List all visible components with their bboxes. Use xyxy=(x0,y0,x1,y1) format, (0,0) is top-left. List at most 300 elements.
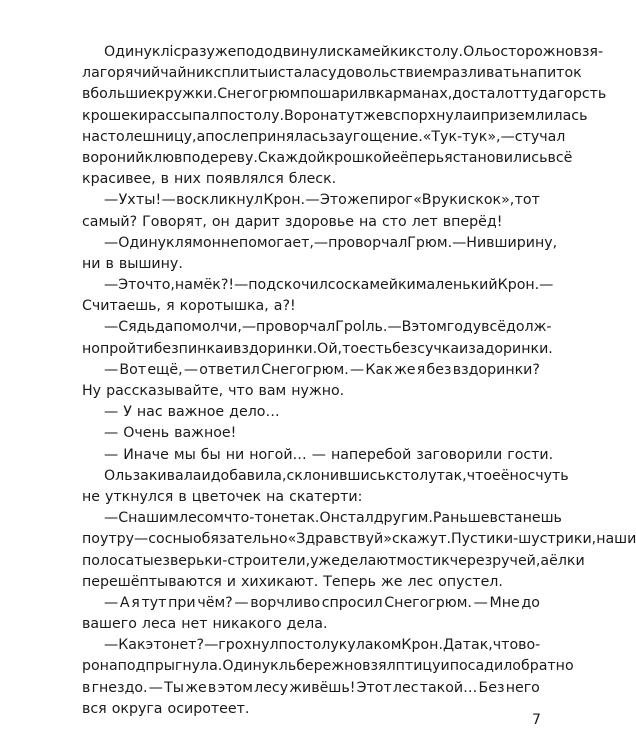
word: Вот xyxy=(119,361,147,378)
word: долж- xyxy=(506,319,552,336)
word: горсть xyxy=(556,86,607,103)
word: — xyxy=(104,319,119,336)
word: вперёд! xyxy=(442,213,503,230)
word: Крон. xyxy=(497,277,540,294)
word: году xyxy=(446,319,482,336)
word: пирог xyxy=(369,192,413,209)
word: Оль xyxy=(463,44,492,60)
word: чайник xyxy=(160,65,214,82)
word: наши xyxy=(596,531,636,548)
word: бережно xyxy=(296,658,363,675)
word: важное! xyxy=(174,425,237,442)
word: такой… xyxy=(419,679,478,696)
word: и xyxy=(201,467,211,484)
word: достал xyxy=(452,86,505,103)
word: Говорят, xyxy=(142,213,207,230)
word: то xyxy=(342,340,360,357)
word: Грюм. xyxy=(407,234,453,251)
text-line xyxy=(82,381,540,402)
text-line xyxy=(82,63,582,84)
word: — xyxy=(104,404,119,421)
word: уже xyxy=(310,552,340,569)
word: — xyxy=(241,319,257,336)
word: скок», xyxy=(467,192,515,209)
word: помолчи, xyxy=(173,319,242,336)
word: грохнул xyxy=(218,637,279,654)
word: ручей, xyxy=(492,552,541,569)
text-line xyxy=(82,466,569,487)
page-number: 7 xyxy=(532,712,541,728)
word: горячий xyxy=(99,65,161,82)
word: по xyxy=(278,637,297,654)
word: гости. xyxy=(507,446,554,463)
word: — xyxy=(104,594,119,611)
word: чём? xyxy=(197,594,233,611)
word: — xyxy=(311,446,326,463)
word: чуть xyxy=(535,467,569,484)
word: да xyxy=(154,319,174,336)
word: Сядь xyxy=(118,319,155,336)
word: в xyxy=(178,488,187,505)
word: — xyxy=(387,319,402,336)
word: живёшь! xyxy=(289,679,356,696)
word: — xyxy=(313,234,329,251)
word: а xyxy=(540,552,550,569)
word: же xyxy=(347,192,369,209)
word: столу. xyxy=(416,44,464,60)
word: это xyxy=(145,637,171,654)
word: красивее, xyxy=(82,171,156,188)
word: гнездо. xyxy=(91,679,148,696)
word: — xyxy=(104,446,119,463)
word: тут xyxy=(141,594,167,611)
word: леса xyxy=(141,616,177,633)
word: при xyxy=(168,594,196,611)
word: так. xyxy=(289,510,320,527)
word: лес xyxy=(392,679,419,696)
word: её xyxy=(492,467,510,484)
word: за xyxy=(328,128,345,145)
word: же xyxy=(214,44,237,60)
word: скамейки xyxy=(344,277,416,294)
word: дереву. xyxy=(200,149,258,166)
word: Ты xyxy=(164,679,185,696)
word: осиротеет. xyxy=(167,700,250,717)
word: полосатые xyxy=(82,552,163,569)
word: — xyxy=(104,234,119,251)
word: зверьки-строители, xyxy=(162,552,311,569)
word: Очень xyxy=(123,425,170,442)
word: ещё, xyxy=(147,361,183,378)
word: нет? xyxy=(170,637,205,654)
word: — xyxy=(539,277,554,294)
text-line xyxy=(82,551,585,572)
word: скатерти: xyxy=(289,488,363,505)
word: крошек xyxy=(82,107,139,124)
word: У xyxy=(123,404,132,421)
word: во- xyxy=(518,637,541,654)
word: этом xyxy=(217,679,253,696)
word: без xyxy=(153,340,179,357)
word: Снегогрюм. xyxy=(384,594,472,611)
word: что xyxy=(228,383,254,399)
word: уткнулся xyxy=(105,488,174,505)
word: Теперь xyxy=(323,573,377,590)
word: подскочил xyxy=(248,277,328,294)
word: дарит xyxy=(234,213,280,230)
word: округа xyxy=(111,700,163,717)
word: Ни xyxy=(466,234,487,251)
word: другим. xyxy=(373,510,433,527)
text-line xyxy=(82,360,540,381)
word: нашим xyxy=(128,510,179,527)
word: ширину, xyxy=(494,234,558,251)
word: Без xyxy=(478,679,505,696)
word: что-то xyxy=(223,510,272,527)
word: делают xyxy=(340,552,397,569)
word: помогает, xyxy=(238,234,314,251)
word: него xyxy=(505,679,540,696)
text-line xyxy=(82,445,554,466)
word: её xyxy=(391,149,409,166)
text-line xyxy=(82,127,566,148)
text-line xyxy=(82,635,540,656)
word: лесу xyxy=(254,679,289,696)
word: нос xyxy=(509,467,536,484)
word: Пустики-шустрики, xyxy=(450,531,597,548)
word: дело… xyxy=(229,404,280,421)
text-line xyxy=(82,678,540,699)
word: пододвинули xyxy=(236,44,337,60)
word: в xyxy=(367,86,376,103)
word: так, xyxy=(436,467,467,484)
word: этом xyxy=(411,319,447,336)
word: и xyxy=(471,107,481,124)
word: удовольствием xyxy=(328,65,443,82)
word: я xyxy=(131,594,140,611)
word: на xyxy=(82,128,100,145)
word: А xyxy=(119,594,130,611)
word: Ой, xyxy=(317,340,343,357)
word: на xyxy=(266,488,285,505)
word: мостик xyxy=(396,552,450,569)
text-line xyxy=(82,614,540,635)
word: угощение. xyxy=(344,128,423,145)
word: подпрыгнула. xyxy=(117,658,223,675)
word: них xyxy=(174,171,201,188)
word: лет xyxy=(411,213,438,230)
word: кулаком xyxy=(338,637,402,654)
text-line xyxy=(82,148,573,169)
word: ответил xyxy=(199,361,260,378)
word: тут xyxy=(338,107,364,124)
word: сразу xyxy=(173,44,215,60)
word: без xyxy=(392,340,418,357)
word: Крон. xyxy=(263,192,306,209)
body-text xyxy=(82,42,636,720)
word: важное xyxy=(167,404,225,421)
word: — xyxy=(104,425,119,442)
word: стал xyxy=(339,510,374,527)
word: кружки. xyxy=(156,86,218,103)
word: вспорхнула xyxy=(384,107,472,124)
text-line xyxy=(82,339,553,360)
word: я xyxy=(166,298,175,315)
word: и xyxy=(226,573,237,590)
word: по xyxy=(182,149,201,166)
word: Это xyxy=(319,192,347,209)
word: ногой… xyxy=(249,446,307,463)
word: — xyxy=(104,192,119,209)
word: нас xyxy=(136,404,163,421)
word: становились xyxy=(452,149,548,166)
word: Да xyxy=(442,637,463,654)
word: не xyxy=(82,488,101,505)
word: — xyxy=(148,679,163,696)
word: так, xyxy=(462,637,493,654)
word: добавила, xyxy=(210,467,287,484)
text-line xyxy=(82,275,554,296)
text-line xyxy=(82,190,540,211)
word: лесом xyxy=(179,510,224,527)
word: же xyxy=(363,107,385,124)
word: рассыпал xyxy=(147,107,220,124)
text-line xyxy=(82,296,540,317)
word: задоринки. xyxy=(468,340,553,357)
word: столу. xyxy=(237,107,285,124)
word: встанешь xyxy=(489,510,562,527)
word: птицу xyxy=(395,658,441,675)
word: блеск. xyxy=(288,171,337,188)
word: со xyxy=(327,277,345,294)
word: скажут. xyxy=(391,531,451,548)
word: — xyxy=(349,361,365,378)
word: — xyxy=(104,361,119,378)
word: В xyxy=(401,319,412,336)
text-line xyxy=(82,423,540,444)
word: закивала xyxy=(132,467,202,484)
word: — xyxy=(473,594,488,611)
word: Снегогрюм xyxy=(217,86,301,103)
word: рона xyxy=(82,658,118,675)
word: — xyxy=(161,192,176,209)
word: всё xyxy=(481,319,507,336)
word: — xyxy=(204,637,219,654)
text-line xyxy=(82,487,540,508)
word: и xyxy=(138,107,148,124)
word: Грolль. xyxy=(335,319,388,336)
word: всё xyxy=(547,149,573,166)
word: — xyxy=(134,531,149,548)
word: Одинуклі xyxy=(104,44,174,60)
word: — xyxy=(452,234,467,251)
word: ворчливо xyxy=(250,594,321,611)
word: перья xyxy=(408,149,453,166)
word: Ворона xyxy=(284,107,339,124)
text-line xyxy=(82,593,540,614)
word: в xyxy=(160,171,169,188)
word: Как xyxy=(365,361,393,378)
word: приземлилась xyxy=(480,107,588,124)
word: — xyxy=(305,192,320,209)
word: самый? xyxy=(82,213,138,230)
word: разливать xyxy=(442,65,520,82)
word: вздоринки. xyxy=(232,340,318,357)
word: пинка xyxy=(178,340,224,357)
word: без xyxy=(426,361,452,378)
word: ни xyxy=(225,446,245,463)
word: Этот xyxy=(356,679,392,696)
word: ла xyxy=(82,65,100,82)
text-line xyxy=(82,317,552,338)
word: с xyxy=(320,65,329,82)
word: столу xyxy=(394,467,437,484)
word: крошкой xyxy=(325,149,392,166)
word: никакого xyxy=(212,616,282,633)
word: — xyxy=(104,510,119,527)
word: Снегогрюм. xyxy=(261,361,349,378)
word: Считаешь, xyxy=(82,298,162,315)
word: до xyxy=(521,594,540,611)
word: в xyxy=(486,234,495,251)
word: Крон. xyxy=(401,637,443,654)
word: бы xyxy=(200,446,221,463)
word: клюв xyxy=(144,149,183,166)
word: «Тук-тук», xyxy=(422,128,501,145)
word: что xyxy=(466,467,493,484)
word: руки xyxy=(431,192,468,209)
word: заговорили xyxy=(416,446,503,463)
word: по xyxy=(219,107,238,124)
word: нужно. xyxy=(291,383,345,399)
word: Оль xyxy=(104,467,133,484)
text-line xyxy=(82,106,588,127)
word: Ух xyxy=(118,192,136,209)
word: пошарил xyxy=(300,86,368,103)
word: проворчал xyxy=(328,234,408,251)
word: — xyxy=(500,128,515,145)
word: вашего xyxy=(82,616,137,633)
text-line xyxy=(82,656,574,677)
word: карманах, xyxy=(375,86,453,103)
word: но xyxy=(82,340,100,357)
word: намёк?! xyxy=(174,277,235,294)
word: пройти xyxy=(99,340,154,357)
word: перешёптываются xyxy=(82,573,222,590)
word: С xyxy=(257,149,268,166)
word: к xyxy=(407,44,417,60)
text-line xyxy=(82,212,540,233)
text-line xyxy=(82,572,540,593)
word: «Здравствуй» xyxy=(287,531,392,548)
word: что xyxy=(492,637,519,654)
word: в xyxy=(207,679,217,696)
word: вороний xyxy=(82,149,145,166)
word: склонившись xyxy=(286,467,386,484)
text-line xyxy=(82,508,562,529)
word: обязательно xyxy=(192,531,288,548)
word: в xyxy=(82,679,91,696)
word: ни xyxy=(82,255,101,272)
text-line xyxy=(82,233,558,254)
word: Он xyxy=(319,510,340,527)
word: и xyxy=(459,340,469,357)
word: к xyxy=(385,467,395,484)
word: появлялся xyxy=(205,171,284,188)
word: и xyxy=(440,658,450,675)
word: вышину. xyxy=(118,255,183,272)
word: вздоринки? xyxy=(452,361,540,378)
word: вся xyxy=(82,700,107,717)
text-line xyxy=(82,169,540,190)
word: большие xyxy=(90,86,157,103)
word: рассказывайте, xyxy=(106,383,224,399)
word: на xyxy=(359,213,377,230)
word: посадил xyxy=(449,658,513,675)
word: наперебой xyxy=(330,446,412,463)
word: через xyxy=(449,552,493,569)
word: — xyxy=(104,277,119,294)
word: взял xyxy=(362,658,396,675)
word: сто xyxy=(381,213,407,230)
word: коротышка, xyxy=(179,298,269,315)
word: здоровье xyxy=(284,213,354,230)
word: маленький xyxy=(415,277,498,294)
word: Это xyxy=(118,277,146,294)
word: цветочек xyxy=(191,488,262,505)
word: что, xyxy=(145,277,175,294)
word: не xyxy=(220,234,239,251)
text-line xyxy=(82,402,540,423)
word: осторожно xyxy=(491,44,574,60)
word: же xyxy=(185,679,207,696)
word: проворчал xyxy=(256,319,336,336)
word: обратно xyxy=(512,658,574,675)
word: воскликнул xyxy=(176,192,264,209)
word: Ну xyxy=(82,383,102,399)
word: тот xyxy=(514,192,540,209)
word: напиток xyxy=(519,65,582,82)
word: оттуда xyxy=(504,86,557,103)
word: сосны xyxy=(148,531,193,548)
word: с xyxy=(213,65,222,82)
word: и xyxy=(223,340,233,357)
word: — xyxy=(234,277,249,294)
word: хихикают. xyxy=(241,573,319,590)
text-line xyxy=(82,254,540,275)
text-line xyxy=(82,84,607,105)
word: Как xyxy=(118,637,146,654)
word: Одинукль xyxy=(222,658,297,675)
word: и xyxy=(268,65,278,82)
word: мы xyxy=(173,446,196,463)
word: я xyxy=(416,361,426,378)
word: а xyxy=(196,128,206,145)
word: сучка xyxy=(417,340,460,357)
word: Иначе xyxy=(123,446,169,463)
word: скамейки xyxy=(336,44,408,60)
word: поутру xyxy=(82,531,135,548)
word: взя- xyxy=(573,44,604,60)
word: столешницу, xyxy=(99,128,197,145)
word: ёлки xyxy=(549,552,585,569)
word: он xyxy=(211,213,230,230)
text-line xyxy=(82,529,636,550)
text-line xyxy=(82,42,604,63)
word: дела. xyxy=(286,616,328,633)
word: он xyxy=(202,234,221,251)
word: в xyxy=(105,255,114,272)
